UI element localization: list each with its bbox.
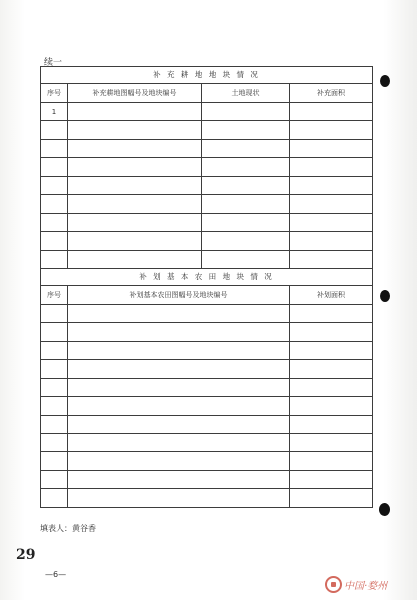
table-row: [41, 415, 373, 433]
row-number-cell: [41, 121, 68, 139]
land-parcel-form: [40, 66, 373, 508]
section-title: 补 划 基 本 农 田 地 块 情 况: [41, 268, 373, 285]
row-number-cell: [41, 434, 68, 452]
row-number-cell: [41, 250, 68, 268]
row-number-cell: [41, 360, 68, 378]
parcel-id-cell: [68, 213, 202, 231]
land-status-cell: [202, 213, 290, 231]
table-row: [41, 452, 373, 470]
row-number-cell: [41, 195, 68, 213]
punch-hole-mark: [380, 290, 390, 302]
area-cell: [290, 176, 373, 194]
parcel-id-cell: [68, 304, 290, 322]
row-number-cell: [41, 158, 68, 176]
table-row: [41, 158, 373, 176]
row-number-cell: [41, 232, 68, 250]
table-row: [41, 489, 373, 508]
area-cell: [290, 232, 373, 250]
area-cell: [290, 158, 373, 176]
parcel-id-cell: [68, 434, 290, 452]
parcel-id-cell: [68, 195, 202, 213]
parcel-id-cell: [68, 360, 290, 378]
column-header: 序号: [41, 286, 68, 304]
site-watermark: [325, 574, 387, 594]
header-row: [41, 84, 373, 102]
table-row: [41, 378, 373, 396]
row-number-cell: [41, 397, 68, 415]
row-number-cell: [41, 139, 68, 157]
area-cell: [290, 452, 373, 470]
row-number-cell: [41, 452, 68, 470]
row-number-cell: [41, 470, 68, 488]
row-number-cell: 1: [41, 102, 68, 120]
punch-hole-mark: [380, 75, 390, 87]
table-row: [41, 195, 373, 213]
row-number-cell: [41, 415, 68, 433]
punch-hole-mark: [379, 503, 390, 516]
area-cell: [290, 139, 373, 157]
table-row: [41, 232, 373, 250]
row-number-cell: [41, 304, 68, 322]
parcel-id-cell: [68, 323, 290, 341]
table-row: [41, 102, 373, 120]
section-title-row: [41, 67, 373, 84]
form-filler-label: 填表人：黄谷香: [40, 524, 96, 533]
area-cell: [290, 341, 373, 359]
seal-icon: [325, 576, 342, 593]
continued-label: 续一: [44, 58, 63, 68]
row-number-cell: [41, 378, 68, 396]
row-number-cell: [41, 489, 68, 508]
land-status-cell: [202, 176, 290, 194]
row-number-cell: [41, 341, 68, 359]
area-cell: [290, 195, 373, 213]
table-row: [41, 434, 373, 452]
area-cell: [290, 304, 373, 322]
parcel-id-cell: [68, 415, 290, 433]
page-number: —6—: [45, 570, 67, 579]
area-cell: [290, 470, 373, 488]
table-row: [41, 250, 373, 268]
land-status-cell: [202, 102, 290, 120]
area-cell: [290, 397, 373, 415]
area-cell: [290, 213, 373, 231]
area-cell: [290, 434, 373, 452]
parcel-id-cell: [68, 378, 290, 396]
area-cell: [290, 102, 373, 120]
parcel-id-cell: [68, 158, 202, 176]
parcel-id-cell: [68, 102, 202, 120]
land-status-cell: [202, 250, 290, 268]
side-page-number: 29: [16, 547, 36, 563]
parcel-id-cell: [68, 250, 202, 268]
parcel-id-cell: [68, 397, 290, 415]
area-cell: [290, 489, 373, 508]
column-header: 补充耕地图幅号及地块编号: [68, 84, 202, 102]
parcel-id-cell: [68, 176, 202, 194]
column-header: 补划面积: [290, 286, 373, 304]
section-title-row: [41, 268, 373, 285]
parcel-id-cell: [68, 341, 290, 359]
table-row: [41, 360, 373, 378]
area-cell: [290, 360, 373, 378]
area-cell: [290, 121, 373, 139]
table-row: [41, 213, 373, 231]
row-number-cell: [41, 323, 68, 341]
row-number-cell: [41, 213, 68, 231]
row-number-cell: [41, 176, 68, 194]
parcel-id-cell: [68, 232, 202, 250]
parcel-id-cell: [68, 139, 202, 157]
land-status-cell: [202, 232, 290, 250]
table-row: [41, 304, 373, 322]
parcel-id-cell: [68, 452, 290, 470]
watermark-text: 中国·婺州: [344, 580, 388, 592]
section-title: 补 充 耕 地 地 块 情 况: [41, 67, 373, 84]
column-header: 补划基本农田图幅号及地块编号: [68, 286, 290, 304]
table-row: [41, 397, 373, 415]
land-status-cell: [202, 139, 290, 157]
table-row: [41, 470, 373, 488]
table-row: [41, 341, 373, 359]
parcel-id-cell: [68, 470, 290, 488]
table-row: [41, 176, 373, 194]
area-cell: [290, 378, 373, 396]
land-status-cell: [202, 158, 290, 176]
table-row: [41, 139, 373, 157]
table-row: [41, 121, 373, 139]
area-cell: [290, 250, 373, 268]
header-row: [41, 286, 373, 304]
land-status-cell: [202, 121, 290, 139]
parcel-id-cell: [68, 121, 202, 139]
land-status-cell: [202, 195, 290, 213]
column-header: 序号: [41, 84, 68, 102]
area-cell: [290, 323, 373, 341]
table-row: [41, 323, 373, 341]
parcel-id-cell: [68, 489, 290, 508]
column-header: 补充面积: [290, 84, 373, 102]
form-body: [41, 67, 373, 508]
area-cell: [290, 415, 373, 433]
column-header: 土地现状: [202, 84, 290, 102]
